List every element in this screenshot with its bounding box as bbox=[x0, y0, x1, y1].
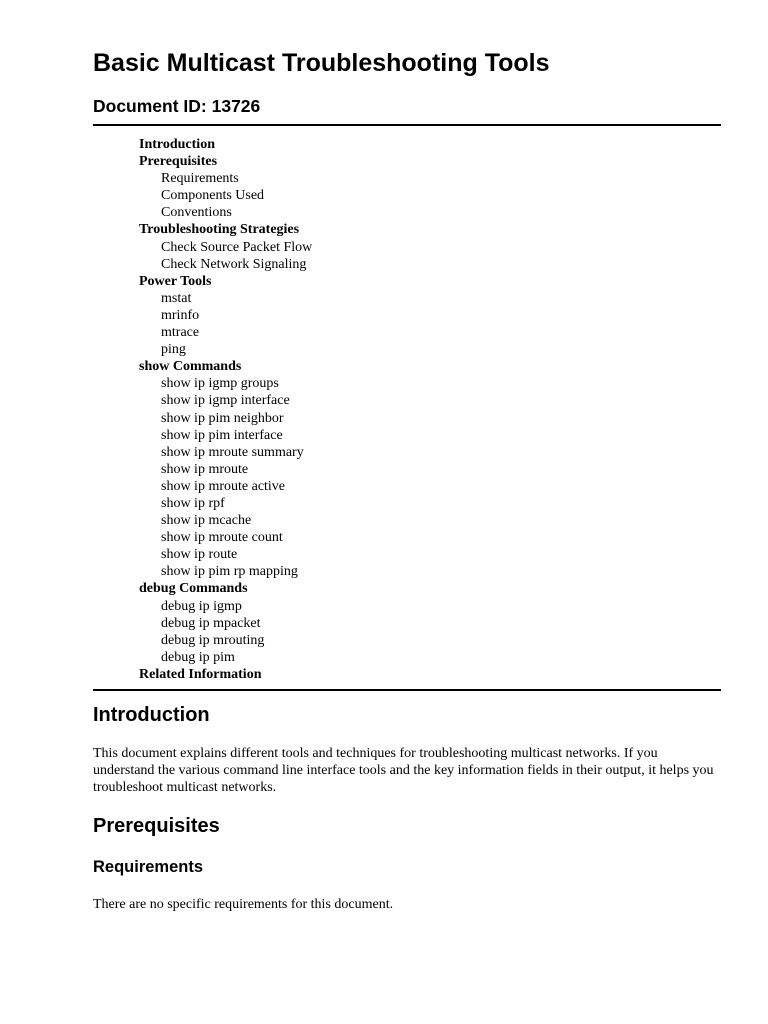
toc-section-link[interactable]: Related Information bbox=[139, 666, 262, 682]
toc-section-link[interactable]: Power Tools bbox=[139, 273, 212, 289]
toc-subsection-link[interactable]: show ip mroute bbox=[161, 461, 249, 477]
toc-subsection-link[interactable]: show ip route bbox=[161, 547, 238, 563]
toc-subsection-link[interactable]: show ip pim interface bbox=[161, 427, 283, 443]
introduction-paragraph: This document explains different tools and techniques for troubleshooting multicast networks. If you understand the various command line interface tools and the key information fields in their output, it helps you troubleshoot multicast networks. bbox=[93, 746, 714, 795]
requirements-paragraph: There are no specific requirements for this document. bbox=[93, 897, 394, 912]
toc-section-link[interactable]: Prerequisites bbox=[139, 154, 218, 170]
toc-subsection-link[interactable]: mstat bbox=[161, 290, 192, 306]
requirements-heading: Requirements bbox=[93, 858, 204, 876]
toc-section-link[interactable]: debug Commands bbox=[139, 581, 248, 597]
prerequisites-heading: Prerequisites bbox=[93, 815, 220, 837]
toc-subsection-link[interactable]: ping bbox=[161, 342, 186, 358]
toc-subsection-link[interactable]: show ip mroute summary bbox=[161, 444, 304, 460]
toc-subsection-link[interactable]: debug ip pim bbox=[161, 649, 235, 665]
toc-subsection-link[interactable]: show ip igmp groups bbox=[161, 376, 279, 392]
introduction-heading: Introduction bbox=[93, 704, 210, 726]
toc-subsection-link[interactable]: debug ip mrouting bbox=[161, 632, 265, 648]
toc-subsection-link[interactable]: show ip igmp interface bbox=[161, 393, 290, 409]
toc-subsection-link[interactable]: Requirements bbox=[161, 171, 239, 187]
toc-subsection-link[interactable]: Check Source Packet Flow bbox=[161, 239, 313, 255]
toc-subsection-link[interactable]: debug ip igmp bbox=[161, 598, 242, 614]
toc-subsection-link[interactable]: show ip mcache bbox=[161, 513, 252, 529]
toc-subsection-link[interactable]: mrinfo bbox=[161, 307, 200, 323]
toc-subsection-link[interactable]: Check Network Signaling bbox=[161, 256, 307, 272]
toc-subsection-link[interactable]: debug ip mpacket bbox=[161, 615, 261, 631]
toc-subsection-link[interactable]: show ip rpf bbox=[161, 495, 225, 511]
toc-top-rule bbox=[93, 124, 721, 126]
document-id: Document ID: 13726 bbox=[93, 96, 261, 116]
toc-subsection-link[interactable]: mtrace bbox=[161, 325, 200, 341]
toc-section-link[interactable]: show Commands bbox=[139, 359, 242, 375]
toc-subsection-link[interactable]: Conventions bbox=[161, 205, 232, 221]
table-of-contents bbox=[139, 136, 312, 683]
toc-subsection-link[interactable]: show ip mroute active bbox=[161, 478, 286, 494]
toc-section-link[interactable]: Troubleshooting Strategies bbox=[139, 222, 300, 238]
toc-subsection-link[interactable]: Components Used bbox=[161, 188, 265, 204]
toc-section-link[interactable]: Introduction bbox=[139, 137, 215, 152]
toc-subsection-link[interactable]: show ip pim rp mapping bbox=[161, 564, 298, 580]
toc-subsection-link[interactable]: show ip mroute count bbox=[161, 530, 283, 546]
document-title: Basic Multicast Troubleshooting Tools bbox=[93, 49, 550, 77]
toc-subsection-link[interactable]: show ip pim neighbor bbox=[161, 410, 284, 426]
toc-bottom-rule bbox=[93, 689, 721, 691]
